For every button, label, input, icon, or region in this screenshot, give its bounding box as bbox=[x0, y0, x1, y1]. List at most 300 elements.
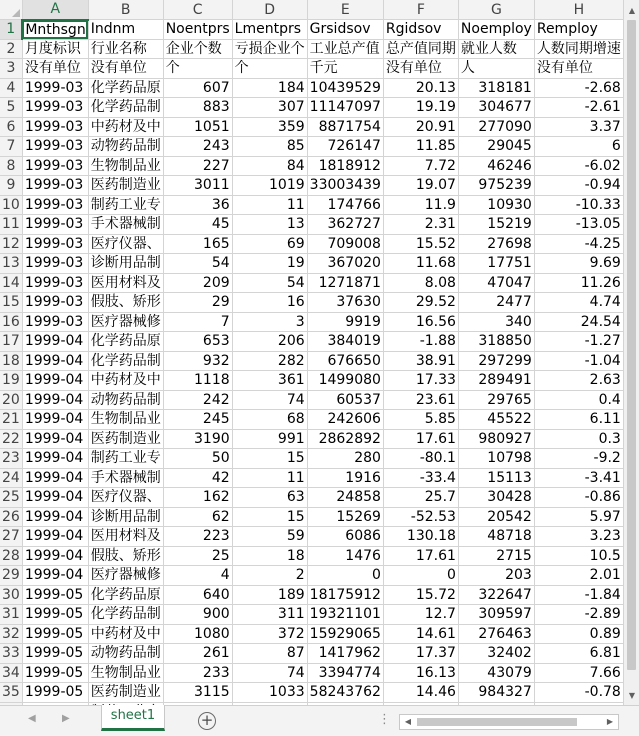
cell[interactable]: 15269 bbox=[307, 507, 383, 527]
cell[interactable]: 医用材料及 bbox=[88, 527, 163, 547]
cell[interactable]: 11.68 bbox=[383, 254, 458, 274]
row-header[interactable]: 12 bbox=[0, 234, 22, 254]
cell[interactable]: Remploy bbox=[534, 20, 623, 40]
cell[interactable]: 5.85 bbox=[383, 410, 458, 430]
cell[interactable]: 69 bbox=[232, 234, 307, 254]
cell[interactable]: 没有单位 bbox=[88, 59, 163, 79]
cell[interactable]: Grsidsov bbox=[307, 20, 383, 40]
cell[interactable]: 18175912 bbox=[307, 585, 383, 605]
cell[interactable]: 87 bbox=[232, 644, 307, 664]
row-header[interactable]: 22 bbox=[0, 429, 22, 449]
row-header[interactable]: 26 bbox=[0, 507, 22, 527]
cell[interactable]: 1999-03 bbox=[22, 312, 88, 332]
cell[interactable]: 359 bbox=[232, 117, 307, 137]
cell[interactable]: Mnthsgn bbox=[22, 20, 88, 40]
column-header-g[interactable]: G bbox=[458, 0, 534, 20]
cell[interactable]: 653 bbox=[163, 332, 232, 352]
row-header[interactable]: 6 bbox=[0, 117, 22, 137]
cell[interactable]: 1499080 bbox=[307, 371, 383, 391]
tab-sheet1[interactable]: sheet1 bbox=[101, 705, 165, 731]
cell[interactable]: 14.46 bbox=[383, 683, 458, 703]
cell[interactable]: 307 bbox=[232, 98, 307, 118]
cell[interactable]: 个 bbox=[163, 59, 232, 79]
cell[interactable]: 6.81 bbox=[534, 644, 623, 664]
cell[interactable]: 45522 bbox=[458, 410, 534, 430]
cell[interactable]: 7.72 bbox=[383, 156, 458, 176]
column-header-f[interactable]: F bbox=[383, 0, 458, 20]
cell[interactable]: 165 bbox=[163, 234, 232, 254]
cell[interactable]: 384019 bbox=[307, 332, 383, 352]
cell[interactable]: 1999-03 bbox=[22, 254, 88, 274]
cell[interactable]: 15 bbox=[232, 507, 307, 527]
cell[interactable]: Rgidsov bbox=[383, 20, 458, 40]
cell[interactable]: 243 bbox=[163, 137, 232, 157]
cell[interactable]: 233 bbox=[163, 663, 232, 683]
cell[interactable]: 1999-03 bbox=[22, 293, 88, 313]
cell[interactable]: 2.01 bbox=[534, 566, 623, 586]
cell[interactable]: 20.13 bbox=[383, 78, 458, 98]
cell[interactable]: 千元 bbox=[307, 59, 383, 79]
cell[interactable]: 318850 bbox=[458, 332, 534, 352]
cell[interactable]: 亏损企业个 bbox=[232, 39, 307, 59]
cell[interactable]: 8.08 bbox=[383, 273, 458, 293]
scroll-up-arrow-icon[interactable]: ▲ bbox=[628, 5, 636, 15]
row-header[interactable]: 14 bbox=[0, 273, 22, 293]
cell[interactable]: 3.37 bbox=[534, 117, 623, 137]
cell[interactable]: 318181 bbox=[458, 78, 534, 98]
cell[interactable]: 19 bbox=[232, 254, 307, 274]
cell[interactable]: 4 bbox=[163, 566, 232, 586]
cell[interactable]: 14.61 bbox=[383, 624, 458, 644]
cell[interactable]: 1999-03 bbox=[22, 234, 88, 254]
cell[interactable]: 1818912 bbox=[307, 156, 383, 176]
cell[interactable]: 6.11 bbox=[534, 410, 623, 430]
cell[interactable]: 16.13 bbox=[383, 663, 458, 683]
cell[interactable]: 1999-04 bbox=[22, 371, 88, 391]
cell[interactable]: 6 bbox=[534, 137, 623, 157]
cell[interactable]: 203 bbox=[458, 566, 534, 586]
column-header-e[interactable]: E bbox=[307, 0, 383, 20]
cell[interactable]: 245 bbox=[163, 410, 232, 430]
cell[interactable]: 1999-03 bbox=[22, 176, 88, 196]
cell[interactable]: 47047 bbox=[458, 273, 534, 293]
cell[interactable]: 25.7 bbox=[383, 488, 458, 508]
cell[interactable]: 人 bbox=[458, 59, 534, 79]
cell[interactable]: 3394774 bbox=[307, 663, 383, 683]
cell[interactable]: 340 bbox=[458, 312, 534, 332]
cell[interactable]: 动物药品制 bbox=[88, 137, 163, 157]
cell[interactable]: 10798 bbox=[458, 449, 534, 469]
row-header[interactable]: 31 bbox=[0, 605, 22, 625]
cell[interactable]: 就业人数 bbox=[458, 39, 534, 59]
cell[interactable]: 没有单位 bbox=[22, 59, 88, 79]
scroll-right-arrow-icon[interactable]: ▶ bbox=[606, 717, 614, 726]
cell[interactable]: 25 bbox=[163, 546, 232, 566]
cell[interactable]: 3115 bbox=[163, 683, 232, 703]
cell[interactable]: 227 bbox=[163, 156, 232, 176]
row-header[interactable]: 17 bbox=[0, 332, 22, 352]
cell[interactable]: -3.41 bbox=[534, 468, 623, 488]
cell[interactable]: 11 bbox=[232, 468, 307, 488]
cell[interactable]: -80.1 bbox=[383, 449, 458, 469]
cell[interactable]: 676650 bbox=[307, 351, 383, 371]
cell[interactable]: 医药制造业 bbox=[88, 176, 163, 196]
cell[interactable]: 化学药品原 bbox=[88, 332, 163, 352]
cell[interactable]: 17751 bbox=[458, 254, 534, 274]
cell[interactable]: 2.31 bbox=[383, 215, 458, 235]
cell[interactable]: -2.61 bbox=[534, 98, 623, 118]
cell[interactable]: Lmentprs bbox=[232, 20, 307, 40]
row-header[interactable]: 30 bbox=[0, 585, 22, 605]
ellipsis-icon[interactable]: ⋮ bbox=[378, 712, 391, 727]
cell[interactable]: 0.4 bbox=[534, 390, 623, 410]
cell[interactable]: 1999-04 bbox=[22, 468, 88, 488]
cell[interactable]: 15.52 bbox=[383, 234, 458, 254]
row-header[interactable]: 16 bbox=[0, 312, 22, 332]
row-header[interactable]: 15 bbox=[0, 293, 22, 313]
cell[interactable]: 261 bbox=[163, 644, 232, 664]
cell[interactable]: 11147097 bbox=[307, 98, 383, 118]
cell[interactable]: 361 bbox=[232, 371, 307, 391]
cell[interactable]: -0.94 bbox=[534, 176, 623, 196]
cell[interactable]: 医用材料及 bbox=[88, 273, 163, 293]
cell[interactable]: 85 bbox=[232, 137, 307, 157]
cell[interactable]: 726147 bbox=[307, 137, 383, 157]
row-header[interactable]: 9 bbox=[0, 176, 22, 196]
cell[interactable]: 工业总产值 bbox=[307, 39, 383, 59]
cell[interactable]: 医疗器械修 bbox=[88, 566, 163, 586]
cell[interactable]: 假肢、矫形 bbox=[88, 293, 163, 313]
horizontal-scrollbar[interactable] bbox=[399, 714, 619, 730]
cell[interactable]: 没有单位 bbox=[534, 59, 623, 79]
cell[interactable]: 45 bbox=[163, 215, 232, 235]
cell[interactable]: 709008 bbox=[307, 234, 383, 254]
cell[interactable]: 总产值同期 bbox=[383, 39, 458, 59]
cell[interactable]: -2.89 bbox=[534, 605, 623, 625]
cell[interactable]: 27698 bbox=[458, 234, 534, 254]
row-header[interactable]: 29 bbox=[0, 566, 22, 586]
cell[interactable]: 1999-05 bbox=[22, 605, 88, 625]
cell[interactable]: 0 bbox=[307, 566, 383, 586]
cell[interactable]: 化学药品制 bbox=[88, 605, 163, 625]
cell[interactable]: 29 bbox=[163, 293, 232, 313]
cell[interactable]: 13 bbox=[232, 215, 307, 235]
cell[interactable]: 11.26 bbox=[534, 273, 623, 293]
scroll-left-arrow-icon[interactable]: ◀ bbox=[404, 717, 412, 726]
cell[interactable]: 29.52 bbox=[383, 293, 458, 313]
vertical-scrollbar[interactable] bbox=[623, 0, 639, 705]
cell[interactable]: 58243762 bbox=[307, 683, 383, 703]
cell[interactable]: -4.25 bbox=[534, 234, 623, 254]
cell[interactable]: 9.69 bbox=[534, 254, 623, 274]
cell[interactable]: 医药制造业 bbox=[88, 429, 163, 449]
cell[interactable]: 12.7 bbox=[383, 605, 458, 625]
row-header[interactable]: 23 bbox=[0, 449, 22, 469]
cell[interactable]: 980927 bbox=[458, 429, 534, 449]
cell[interactable]: 1019 bbox=[232, 176, 307, 196]
cell[interactable]: 223 bbox=[163, 527, 232, 547]
cell[interactable]: 生物制品业 bbox=[88, 156, 163, 176]
cell[interactable]: 8871754 bbox=[307, 117, 383, 137]
cell[interactable]: 277090 bbox=[458, 117, 534, 137]
cell[interactable]: 32402 bbox=[458, 644, 534, 664]
cell[interactable]: 化学药品制 bbox=[88, 98, 163, 118]
row-header[interactable]: 19 bbox=[0, 371, 22, 391]
cell[interactable]: 1999-03 bbox=[22, 273, 88, 293]
row-header[interactable]: 21 bbox=[0, 410, 22, 430]
cell[interactable]: 0.3 bbox=[534, 429, 623, 449]
column-header-b[interactable]: B bbox=[88, 0, 163, 20]
cell[interactable]: 1999-03 bbox=[22, 98, 88, 118]
cell[interactable]: 17.33 bbox=[383, 371, 458, 391]
cell[interactable]: 60537 bbox=[307, 390, 383, 410]
cell[interactable]: 640 bbox=[163, 585, 232, 605]
cell[interactable]: 0.89 bbox=[534, 624, 623, 644]
cell[interactable]: 2.63 bbox=[534, 371, 623, 391]
row-header[interactable]: 34 bbox=[0, 663, 22, 683]
cell[interactable]: 生物制品业 bbox=[88, 663, 163, 683]
cell[interactable]: 1999-05 bbox=[22, 624, 88, 644]
row-header[interactable]: 28 bbox=[0, 546, 22, 566]
cell[interactable]: 74 bbox=[232, 390, 307, 410]
cell[interactable]: 1916 bbox=[307, 468, 383, 488]
cell[interactable]: 17.37 bbox=[383, 644, 458, 664]
row-header[interactable]: 33 bbox=[0, 644, 22, 664]
cell[interactable]: 18 bbox=[232, 546, 307, 566]
cell[interactable]: 3.23 bbox=[534, 527, 623, 547]
cell[interactable]: 1999-04 bbox=[22, 507, 88, 527]
cell[interactable]: Noemploy bbox=[458, 20, 534, 40]
cell[interactable]: 9919 bbox=[307, 312, 383, 332]
cell[interactable]: 1999-03 bbox=[22, 78, 88, 98]
cell[interactable]: 19321101 bbox=[307, 605, 383, 625]
cell[interactable]: 1999-05 bbox=[22, 585, 88, 605]
cell[interactable]: -10.33 bbox=[534, 195, 623, 215]
row-header[interactable]: 35 bbox=[0, 683, 22, 703]
cell[interactable]: 991 bbox=[232, 429, 307, 449]
cell[interactable]: 17.61 bbox=[383, 429, 458, 449]
cell[interactable]: 医疗器械修 bbox=[88, 312, 163, 332]
cell[interactable]: 3190 bbox=[163, 429, 232, 449]
cell[interactable]: 48718 bbox=[458, 527, 534, 547]
cell[interactable]: 11 bbox=[232, 195, 307, 215]
cell[interactable]: 309597 bbox=[458, 605, 534, 625]
cell[interactable]: 1999-04 bbox=[22, 488, 88, 508]
plus-circle-icon[interactable]: + bbox=[198, 712, 216, 730]
cell[interactable]: 367020 bbox=[307, 254, 383, 274]
cell[interactable]: 中药材及中 bbox=[88, 371, 163, 391]
cell[interactable]: 984327 bbox=[458, 683, 534, 703]
cell[interactable]: 174766 bbox=[307, 195, 383, 215]
cell[interactable]: -13.05 bbox=[534, 215, 623, 235]
cell[interactable]: 2477 bbox=[458, 293, 534, 313]
cell[interactable]: 化学药品原 bbox=[88, 78, 163, 98]
cell[interactable]: 15.72 bbox=[383, 585, 458, 605]
cell[interactable]: 54 bbox=[232, 273, 307, 293]
cell[interactable]: 1999-04 bbox=[22, 429, 88, 449]
cell[interactable]: 242606 bbox=[307, 410, 383, 430]
cell[interactable]: 68 bbox=[232, 410, 307, 430]
cell[interactable]: 322647 bbox=[458, 585, 534, 605]
cell[interactable]: 手术器械制 bbox=[88, 468, 163, 488]
cell[interactable]: 1417962 bbox=[307, 644, 383, 664]
cell[interactable]: 206 bbox=[232, 332, 307, 352]
cell[interactable]: 1999-04 bbox=[22, 449, 88, 469]
cell[interactable]: -1.84 bbox=[534, 585, 623, 605]
row-header[interactable]: 27 bbox=[0, 527, 22, 547]
cell[interactable]: 6086 bbox=[307, 527, 383, 547]
cell[interactable]: 医药制造业 bbox=[88, 683, 163, 703]
cell[interactable]: 1999-04 bbox=[22, 410, 88, 430]
cell[interactable]: 24858 bbox=[307, 488, 383, 508]
cell[interactable]: 7 bbox=[163, 312, 232, 332]
cell[interactable]: 19.07 bbox=[383, 176, 458, 196]
cell[interactable]: 5.97 bbox=[534, 507, 623, 527]
cell[interactable]: 184 bbox=[232, 78, 307, 98]
column-header-d[interactable]: D bbox=[232, 0, 307, 20]
cell[interactable]: 975239 bbox=[458, 176, 534, 196]
cell[interactable]: 883 bbox=[163, 98, 232, 118]
row-header[interactable]: 4 bbox=[0, 78, 22, 98]
row-header[interactable]: 18 bbox=[0, 351, 22, 371]
row-header[interactable]: 8 bbox=[0, 156, 22, 176]
cell[interactable]: 242 bbox=[163, 390, 232, 410]
cell[interactable]: 1999-03 bbox=[22, 195, 88, 215]
cell[interactable]: 1999-04 bbox=[22, 390, 88, 410]
row-header[interactable]: 11 bbox=[0, 215, 22, 235]
cell[interactable]: 20.91 bbox=[383, 117, 458, 137]
cell[interactable]: 46246 bbox=[458, 156, 534, 176]
cell[interactable]: 311 bbox=[232, 605, 307, 625]
select-all-corner[interactable] bbox=[0, 0, 22, 20]
cell[interactable]: 1999-03 bbox=[22, 215, 88, 235]
cell[interactable]: 362727 bbox=[307, 215, 383, 235]
cell[interactable]: 372 bbox=[232, 624, 307, 644]
row-header[interactable]: 25 bbox=[0, 488, 22, 508]
cell[interactable]: 7.66 bbox=[534, 663, 623, 683]
cell[interactable]: 130.18 bbox=[383, 527, 458, 547]
cell[interactable]: 2715 bbox=[458, 546, 534, 566]
cell[interactable]: 304677 bbox=[458, 98, 534, 118]
cell[interactable]: 30428 bbox=[458, 488, 534, 508]
cell[interactable]: 63 bbox=[232, 488, 307, 508]
cell[interactable]: 3 bbox=[232, 312, 307, 332]
cell[interactable]: 没有单位 bbox=[383, 59, 458, 79]
cell[interactable]: 1999-04 bbox=[22, 351, 88, 371]
cell[interactable]: 43079 bbox=[458, 663, 534, 683]
cell[interactable]: 诊断用品制 bbox=[88, 507, 163, 527]
cell[interactable]: 假肢、矫形 bbox=[88, 546, 163, 566]
cell[interactable]: 280 bbox=[307, 449, 383, 469]
cell[interactable]: 10.5 bbox=[534, 546, 623, 566]
cell[interactable]: 16 bbox=[232, 293, 307, 313]
cell[interactable]: 62 bbox=[163, 507, 232, 527]
cell[interactable]: 1271871 bbox=[307, 273, 383, 293]
cell[interactable]: -0.78 bbox=[534, 683, 623, 703]
cell[interactable]: 1999-04 bbox=[22, 566, 88, 586]
cell[interactable]: 36 bbox=[163, 195, 232, 215]
cell[interactable]: 38.91 bbox=[383, 351, 458, 371]
cell[interactable]: 19.19 bbox=[383, 98, 458, 118]
row-header[interactable]: 24 bbox=[0, 468, 22, 488]
cell[interactable]: 20542 bbox=[458, 507, 534, 527]
cell[interactable]: 1999-05 bbox=[22, 644, 88, 664]
cell[interactable]: -52.53 bbox=[383, 507, 458, 527]
cell[interactable]: 1999-03 bbox=[22, 137, 88, 157]
horizontal-scroll-thumb[interactable] bbox=[417, 718, 577, 726]
cell[interactable]: 15219 bbox=[458, 215, 534, 235]
cell[interactable]: Indnm bbox=[88, 20, 163, 40]
cell[interactable]: 动物药品制 bbox=[88, 390, 163, 410]
cell[interactable]: 16.56 bbox=[383, 312, 458, 332]
cell[interactable]: 中药材及中 bbox=[88, 117, 163, 137]
cell[interactable]: 生物制品业 bbox=[88, 410, 163, 430]
cell[interactable]: 1999-04 bbox=[22, 546, 88, 566]
cell[interactable]: 607 bbox=[163, 78, 232, 98]
cell[interactable]: 1118 bbox=[163, 371, 232, 391]
cell[interactable]: 1999-03 bbox=[22, 156, 88, 176]
cell[interactable]: 人数同期增速 bbox=[534, 39, 623, 59]
prev-sheet-arrow-icon[interactable]: ◀ bbox=[28, 713, 36, 724]
cell[interactable]: 289491 bbox=[458, 371, 534, 391]
cell[interactable]: 1999-04 bbox=[22, 527, 88, 547]
cell[interactable]: 动物药品制 bbox=[88, 644, 163, 664]
cell[interactable]: 932 bbox=[163, 351, 232, 371]
cell[interactable]: 4.74 bbox=[534, 293, 623, 313]
cell[interactable]: 月度标识 bbox=[22, 39, 88, 59]
cell[interactable]: 11.85 bbox=[383, 137, 458, 157]
cell[interactable]: 1999-04 bbox=[22, 332, 88, 352]
cell[interactable]: 10439529 bbox=[307, 78, 383, 98]
cell[interactable]: 15113 bbox=[458, 468, 534, 488]
cell[interactable]: 1080 bbox=[163, 624, 232, 644]
cell[interactable]: 209 bbox=[163, 273, 232, 293]
row-header[interactable]: 32 bbox=[0, 624, 22, 644]
cell[interactable]: 医疗仪器、 bbox=[88, 234, 163, 254]
row-header[interactable]: 7 bbox=[0, 137, 22, 157]
cell[interactable]: 33003439 bbox=[307, 176, 383, 196]
cell[interactable]: 2 bbox=[232, 566, 307, 586]
cell[interactable]: 行业名称 bbox=[88, 39, 163, 59]
cell[interactable]: Noentprs bbox=[163, 20, 232, 40]
cell[interactable]: 1999-05 bbox=[22, 683, 88, 703]
cell[interactable]: -1.88 bbox=[383, 332, 458, 352]
column-header-a[interactable]: A bbox=[22, 0, 88, 20]
cell[interactable]: 1999-05 bbox=[22, 663, 88, 683]
cell[interactable]: 74 bbox=[232, 663, 307, 683]
cell[interactable]: 中药材及中 bbox=[88, 624, 163, 644]
cell[interactable]: -1.27 bbox=[534, 332, 623, 352]
row-header[interactable]: 20 bbox=[0, 390, 22, 410]
row-header[interactable]: 5 bbox=[0, 98, 22, 118]
cell[interactable]: 84 bbox=[232, 156, 307, 176]
cell[interactable]: 手术器械制 bbox=[88, 215, 163, 235]
cell[interactable]: -6.02 bbox=[534, 156, 623, 176]
cell[interactable]: 医疗仪器、 bbox=[88, 488, 163, 508]
cell[interactable]: -9.2 bbox=[534, 449, 623, 469]
row-header[interactable]: 1 bbox=[0, 20, 22, 40]
cell[interactable]: 1476 bbox=[307, 546, 383, 566]
cell[interactable]: 企业个数 bbox=[163, 39, 232, 59]
cell[interactable]: -33.4 bbox=[383, 468, 458, 488]
cell[interactable]: 189 bbox=[232, 585, 307, 605]
cell[interactable]: 2862892 bbox=[307, 429, 383, 449]
cell[interactable]: 297299 bbox=[458, 351, 534, 371]
cell[interactable]: 化学药品原 bbox=[88, 585, 163, 605]
cell[interactable]: 0 bbox=[383, 566, 458, 586]
cell[interactable]: 282 bbox=[232, 351, 307, 371]
cell[interactable]: 1033 bbox=[232, 683, 307, 703]
